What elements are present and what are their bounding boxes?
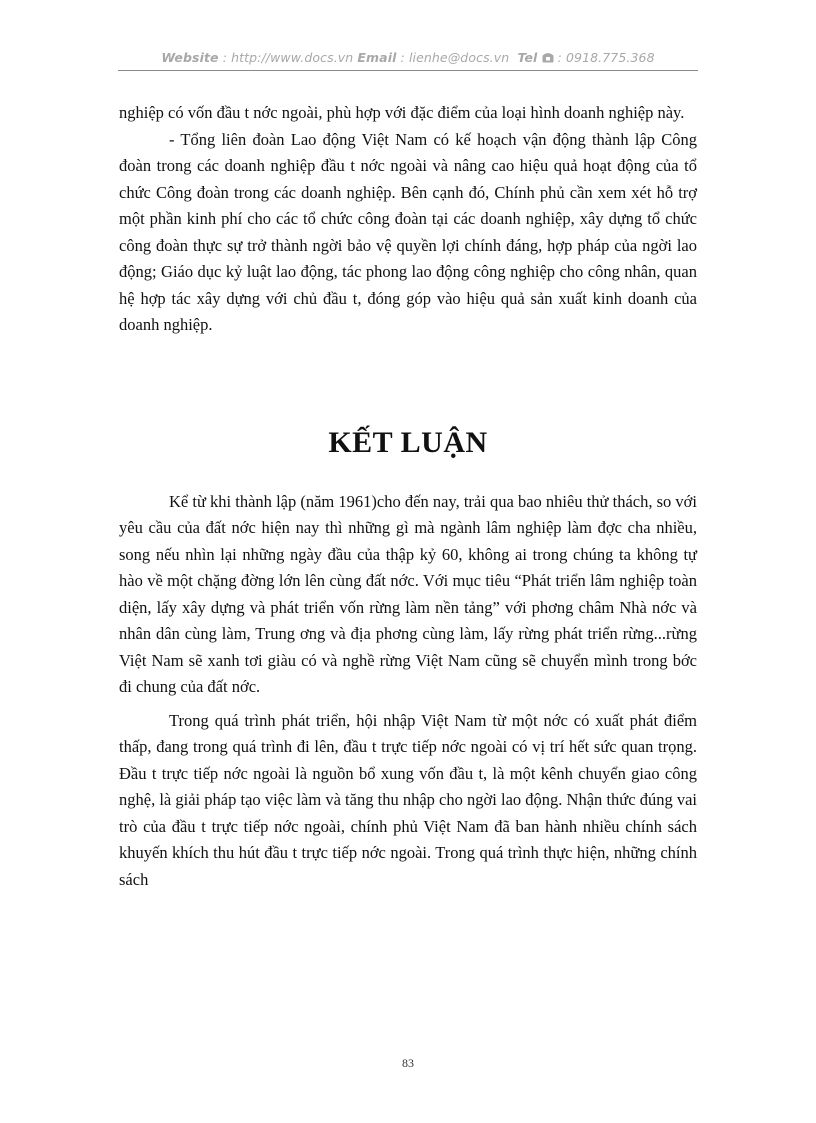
tel-number: : 0918.775.368	[553, 50, 655, 65]
tel-label: Tel	[517, 50, 538, 65]
document-body	[119, 100, 697, 893]
website-separator: :	[218, 50, 232, 65]
header-divider	[118, 70, 698, 71]
website-label: Website	[161, 50, 219, 65]
website-url[interactable]: http://www.docs.vn	[231, 50, 354, 65]
paragraph-continuation: nghiệp có vốn đầu t nớc ngoài, phù hợp với đặc điểm của loại hình doanh nghiệp này.	[119, 103, 685, 122]
paragraph-conclusion-2: Trong quá trình phát triển, hội nhập Việt Nam từ một nớc có xuất phát điểm thấp, đang trong quá trình đi lên, đầu t trực tiếp nớc ngoài có vị trí hết sức quan trọng. Đầu t trực tiếp nớc ngoài là nguồn bổ xung vốn đầu t, là một kênh chuyển giao công nghệ, là giải pháp tạo việc làm và tăng thu nhập cho ngời lao động. Nhận thức đúng vai trò của đầu t trực tiếp nớc ngoài, chính phủ Việt Nam đã ban hành nhiều chính sách khuyến khích thu hút đầu t trực tiếp nớc ngoài. Trong quá trình thực hiện, những chính sách	[119, 710, 697, 889]
email-separator: :	[396, 50, 409, 65]
paragraph-trade-union: - Tổng liên đoàn Lao động Việt Nam có kế hoạch vận động thành lập Công đoàn trong các doanh nghiệp đầu t nớc ngoài và nâng cao hiệu quả hoạt động của tổ chức Công đoàn trong các doanh nghiệp. Bên cạnh đó, Chính phủ cần xem xét hỗ trợ một phần kinh phí cho các tổ chức công đoàn tại các doanh nghiệp, xây dựng tổ chức công đoàn thực sự trở thành ngời bảo vệ quyền lợi chính đáng, hợp pháp của ngời lao động; Giáo dục kỷ luật lao động, tác phong lao động công nghiệp cho công nhân, quan hệ hợp tác xây dựng với chủ đầu t, đóng góp vào hiệu quả sản xuất kinh doanh của doanh nghiệp.	[119, 129, 697, 334]
page-header	[0, 50, 816, 65]
page-number: 83	[402, 1056, 414, 1070]
section-heading-conclusion: KẾT LUẬN	[328, 425, 488, 459]
email-address[interactable]: lienhe@docs.vn	[408, 50, 510, 65]
email-label: Email	[357, 50, 397, 65]
phone-icon	[542, 50, 554, 65]
paragraph-conclusion-1: Kể từ khi thành lập (năm 1961)cho đến nay, trải qua bao nhiêu thử thách, so với yêu cầu của đất nớc hiện nay thì những gì mà ngành lâm nghiệp làm đợc cha nhiều, song nếu nhìn lại những ngày đầu của thập kỷ 60, không ai trong chúng ta không tự hào về một chặng đờng lớn lên cùng đất nớc. Với mục tiêu “Phát triển lâm nghiệp toàn diện, lấy xây dựng và phát triển vốn rừng làm nền tảng” với phơng châm Nhà nớc và nhân dân cùng làm, Trung ơng và địa phơng cùng làm, lấy rừng phát triển rừng...rừng Việt Nam sẽ xanh tơi giàu có và nghề rừng Việt Nam cũng sẽ chuyển mình trong bớc đi chung của đất nớc.	[119, 491, 697, 696]
